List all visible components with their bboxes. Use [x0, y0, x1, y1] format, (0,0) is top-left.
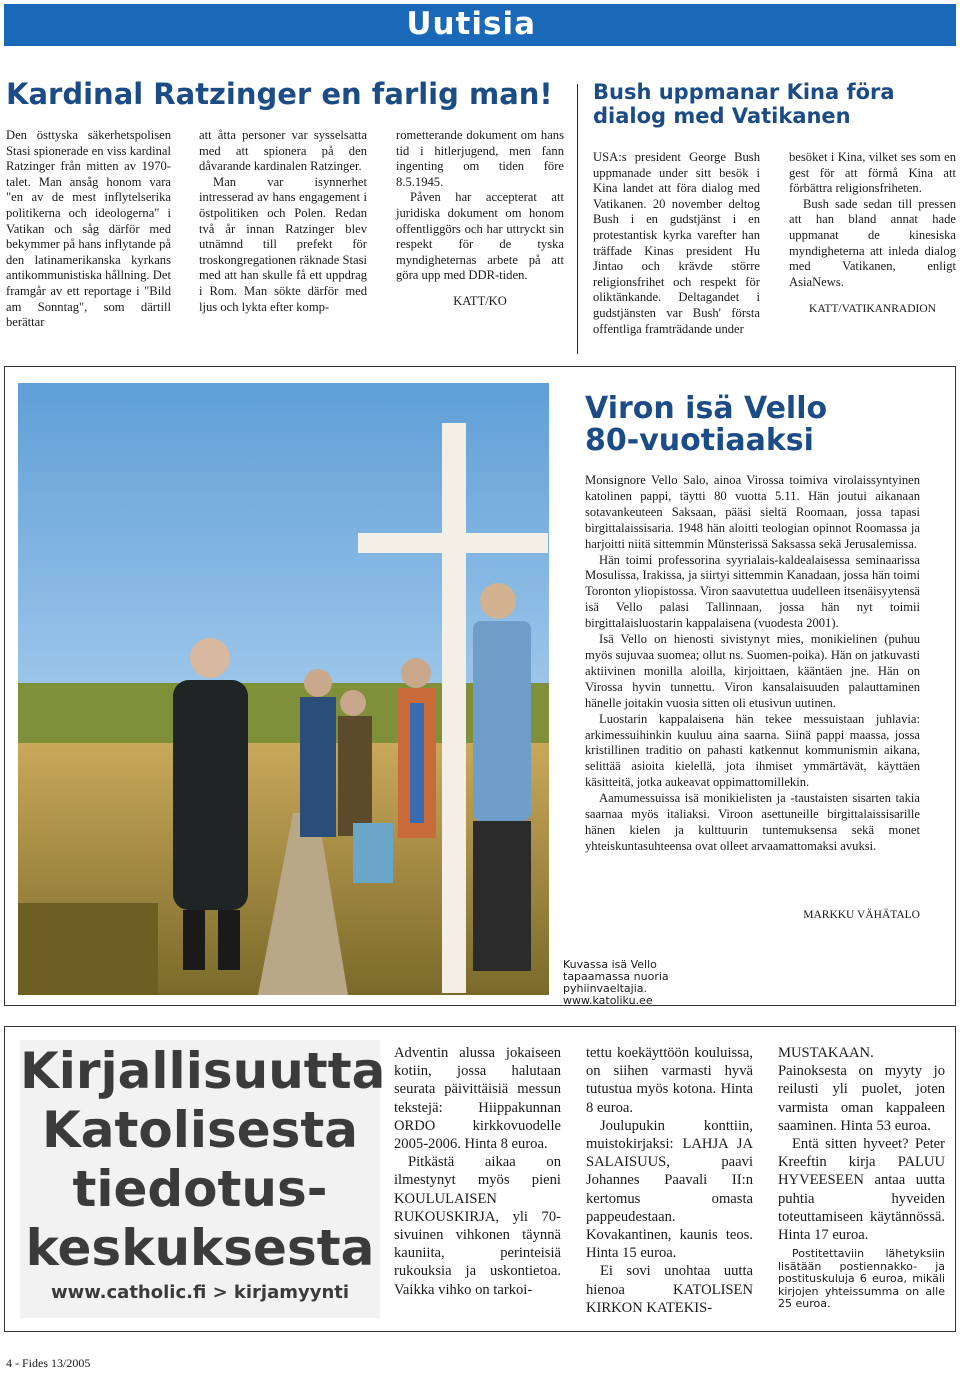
literature-ad-title — [20, 1042, 386, 1278]
column-divider — [577, 84, 578, 354]
vello-headline — [585, 393, 945, 457]
lit-col2-para-3: Ei sovi unohtaa uutta hienoa KATOLISEN KIRKON KATEKIS- — [586, 1263, 753, 1316]
lit-col2-para-2: Joulupukin konttiin, muistokirjaksi: LAHJA JA SALAISUUS, paavi Johannes Paavali II:n kertomus omasta pappeudestaan. Kovakantinen, kaunis teos. Hinta 15 euroa. — [586, 1117, 753, 1262]
literature-link[interactable]: www.catholic.fi > kirjamyynti — [50, 1282, 350, 1303]
vello-photo — [18, 383, 549, 995]
vello-paragraph-4: Luostarin kappalaisena hän tekee messuistaan juhlavia: arkimessuihinkin kuuluu aina saarna. Siinä pappi maassa, jossa kristillinen traditio on pahasti katkennut kommunismin aikana, selittää asioita kielellä, jota ihmiset ymmärtävät, käyttäen käsitteitä, jotka aukeavat oppimattomillekin. — [585, 711, 920, 790]
literature-column-3 — [778, 1044, 945, 1311]
vello-headline-line-2: 80-vuotiaaksi — [585, 423, 814, 458]
ratzinger-col3-para-2: Påven har accepterat att juridiska dokument om honom offentliggörs och har uttryckt sin respekt för de tyska myndigheternas arbete på att göra upp med DDR-tiden. — [396, 190, 564, 283]
ratzinger-col1-text: Den östtyska säkerhetspolisen Stasi spionerade en viss kardinal Ratzinger från mitten av 1970-talet. Man ansåg honom vara "en av de mest inflytelserika politikerna och ideologerna" i Vatikan och såg därför med bekymmer på hans inflytande på den latinamerikanska kyrkans antikommunistiska hållning. Det framgår av ett reportage i "Bild am Sonntag", som därtill berättar — [6, 128, 171, 330]
bush-headline — [593, 80, 953, 128]
bush-headline-line-1: Bush uppmanar Kina föra — [593, 80, 895, 104]
vello-signature: MARKKU VÄHÄTALO — [803, 909, 920, 921]
ratzinger-col2-para-1: att åtta personer var sysselsatta med att spionera på den dåvarande kardinalen Ratzinger. — [199, 128, 367, 174]
bush-col1-text: USA:s president George Bush uppmanade under sitt besök i Kina landet att föra dialog med Vatikanen. 20 november deltog Bush i en gudstjänst i en protestantisk kyrka varefter han träffade Kinas president Hu Jintao och krävde större religionsfrihet och respekt för oliktänkande. Deltagandet i gudstjänsten var Bush' första offentliga framträdande under — [593, 150, 760, 336]
ratzinger-col3-para-1: rometterande dokument om hans tid i hitlerjugend, men fann ingenting om tiden före 8.5.1945. — [396, 128, 564, 189]
ratzinger-col2-para-2: Man var isynnerhet intresserad av hans engagement i östpolitiken och Polen. Redan två år innan Ratzinger blev utnämnd till prefekt för troskongregationen räknade Stasi med att han skulle få ett uppdrag i Rom. Man sökte därför med ljus och lykta efter komp- — [199, 174, 367, 314]
lit-postage-note: Postitettaviin lähetyksiin lisätään postiennakko- ja postituskuluja 6 euroa, mikäli kirjojen yhteissumma on alle 25 euroa. — [778, 1247, 945, 1311]
vello-photo-image — [18, 383, 549, 995]
vello-headline-line-1: Viron isä Vello — [585, 391, 828, 426]
literature-column-1 — [394, 1044, 561, 1299]
ad-title-line-3: tiedotus- — [72, 1160, 328, 1218]
bush-signature: KATT/VATIKANRADION — [809, 303, 936, 316]
bush-col2-para-2: Bush sade sedan till pressen att han bland annat hade uppmanat de kinesiska myndigheterna att inleda dialog med Vatikanen, enligt AsiaNews. — [789, 196, 956, 289]
ratzinger-column-1 — [6, 128, 171, 331]
ad-title-line-1: Kirjallisuutta — [20, 1042, 386, 1100]
lit-col3-para-2: Entä sitten hyveet? Peter Kreeftin kirja PALUU HYVEESEEN antaa uutta puhtia hyveiden toteuttamiseen käytännössä. Hinta 17 euroa. — [778, 1136, 945, 1244]
bush-column-2 — [789, 150, 956, 318]
vello-paragraph-5: Aamumessuissa isä monikielisten ja -taustaisten sisarten takia saarnaa myös italiaksi. Viroon asettuneille birgittalaissisarille hänen kielen ja kulttuurin tuntemuksensa sekä monet yhteiskuntasuhteensa ovat olleet arvaamattomaksi avuksi. — [585, 791, 920, 853]
ratzinger-column-2 — [199, 128, 367, 315]
vello-paragraph-3: Isä Vello on hienosti sivistynyt mies, monikielinen (puhuu myös sujuvaa suomea; ollut ns. Suomen-poika). Hän on jatkuvasti aktiivinen monilla aloilla, kirjoittaen, kääntäen jne. Hän on Virossa hyvin tunnettu. Viron kansalaisuuden palauttaminen hänelle joitakin vuosia sitten oli etusivun uutinen. — [585, 632, 920, 710]
literature-ad — [20, 1040, 386, 1318]
bush-col2-para-1: besöket i Kina, vilket ses som en gest för att förmå Kina att förbättra religionsfriheten. — [789, 150, 956, 196]
ad-title-line-2: Katolisesta — [41, 1101, 359, 1159]
ratzinger-signature: KATT/KO — [453, 293, 507, 308]
lit-col1-para-1: Adventin alussa jokaiseen kotiin, jossa halutaan seurata päivittäisiä messun tekstejä: Hiippakunnan ORDO kirkkovuodelle 2005-2006. Hinta 8 euroa. — [394, 1045, 561, 1153]
ad-title-line-4: keskuksesta — [25, 1219, 375, 1277]
vello-paragraph-1: Monsignore Vello Salo, ainoa Virossa toimiva virolaissyntyinen katolinen pappi, täytti 80 vuotta 5.11. Hän joutui aikanaan sotavankeuteen Saksaan, pääsi sieltä Roomaan, jossa tapasi birgittalaissisaria. 1948 hän aloitti teologian opinnot Roomassa ja harjoitti niitä sittemmin Münsterissä Saksassa sekä Jerusalemissa. — [585, 473, 920, 551]
bush-column-1 — [593, 150, 760, 337]
ratzinger-column-3 — [396, 128, 564, 310]
lit-col3-para-1: MUSTAKAAN. Painoksesta on myyty jo reilusti yli puolet, joten varmista oman kappaleen saaminen. Hinta 53 euroa. — [778, 1045, 945, 1134]
lit-col1-para-2: Pitkästä aikaa on ilmestynyt myös pieni KOULULAISEN RUKOUSKIRJA, yli 70-sivuinen vihkonen täynnä kauniita, perinteisiä rukouksia ja uskontietoa. Vaikka vihko on tarkoi- — [394, 1154, 561, 1298]
vello-photo-caption: Kuvassa isä Vello tapaamassa nuoria pyhiinvaeltajia. www.katoliku.ee — [563, 958, 669, 1007]
section-title: Uutisia — [406, 6, 536, 42]
literature-column-2 — [586, 1044, 753, 1317]
lit-col2-para-1: tettu koekäyttöön kouluissa, on siihen varmasti hyvä tutustua myös kotona. Hinta 8 euroa. — [586, 1045, 753, 1116]
section-banner — [4, 4, 956, 46]
page-folio: 4 - Fides 13/2005 — [6, 1356, 91, 1370]
vello-body — [585, 473, 920, 855]
bush-headline-line-2: dialog med Vatikanen — [593, 104, 851, 128]
ratzinger-headline: Kardinal Ratzinger en farlig man! — [6, 77, 553, 111]
vello-paragraph-2: Hän toimi professorina syyrialais-kaldealaisessa seminaarissa Mosulissa, Irakissa, ja siirtyi sittemmin Kanadaan, jossa hän toimi Toronton yliopistossa. Viron saavutettua uudelleen itsenäisyytensä isä Vello palasi Tallinnaan, jossa hän nyt toimii birgittalaisluostarin kappalaisena (vuodesta 2001). — [585, 552, 920, 631]
